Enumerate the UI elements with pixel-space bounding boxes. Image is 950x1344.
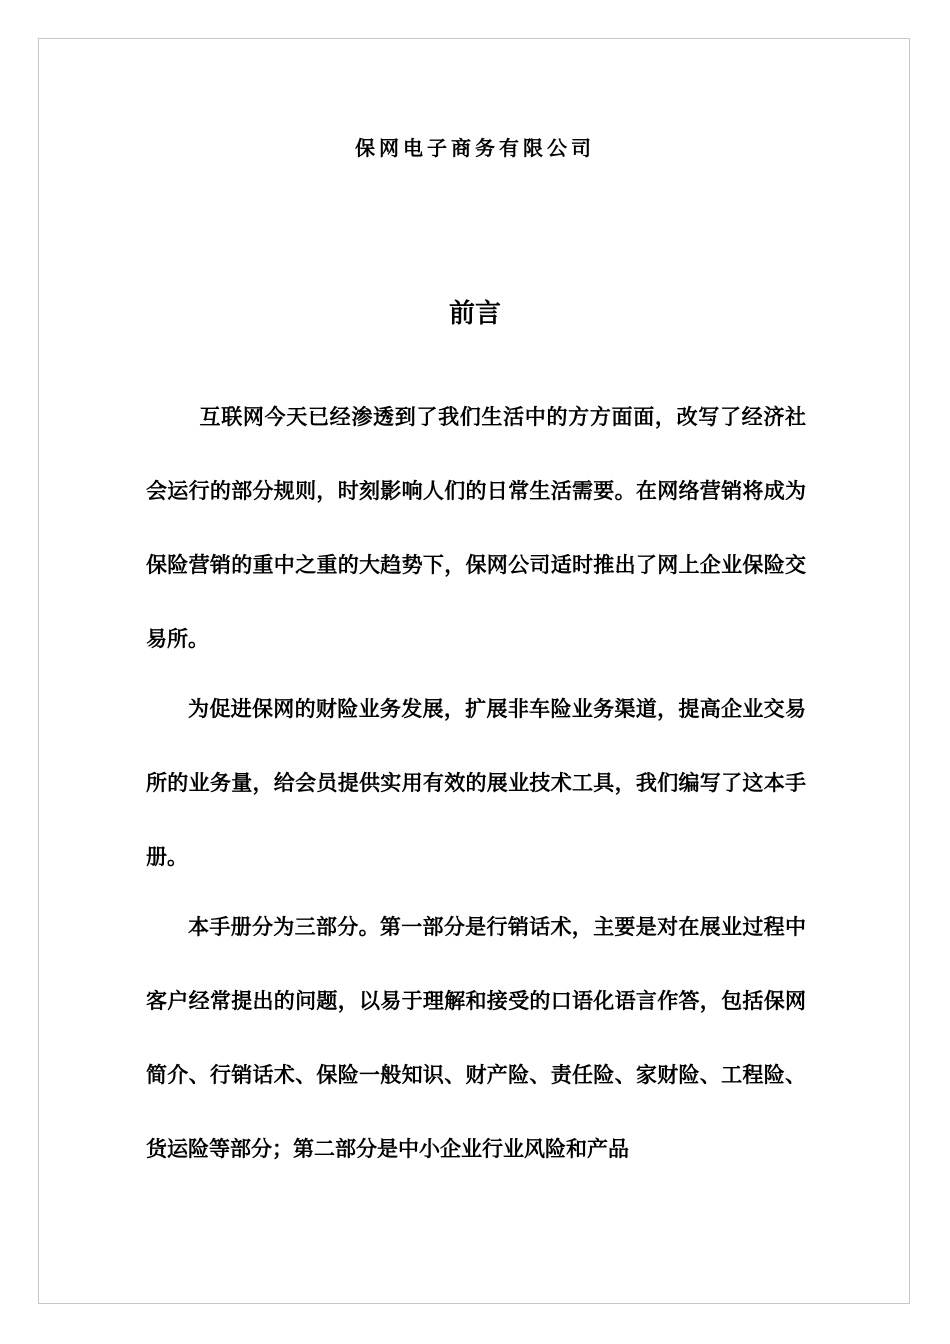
preface-title: 前言 xyxy=(448,299,501,329)
body-text xyxy=(146,380,806,1186)
company-name: 保网电子商务有限公司 xyxy=(355,136,595,160)
paragraph-purpose: 为促进保网的财险业务发展，扩展非车险业务渠道，提高企业交易所的业务量，给会员提供实用有效的展业技术工具，我们编写了这本手册。 xyxy=(146,696,806,869)
paragraph-introduction: 互联网今天已经渗透到了我们生活中的方方面面，改写了经济社会运行的部分规则，时刻影响人们的日常生活需要。在网络营销将成为保险营销的重中之重的大趋势下，保网公司适时推出了网上企业保险交易所。 xyxy=(146,404,806,651)
paragraph-structure: 本手册分为三部分。第一部分是行销话术，主要是对在展业过程中客户经常提出的问题，以易于理解和接受的口语化语言作答，包括保网简介、行销话术、保险一般知识、财产险、责任险、家财险、工程险、货运险等部分；第二部分是中小企业行业风险和产品 xyxy=(146,914,806,1161)
